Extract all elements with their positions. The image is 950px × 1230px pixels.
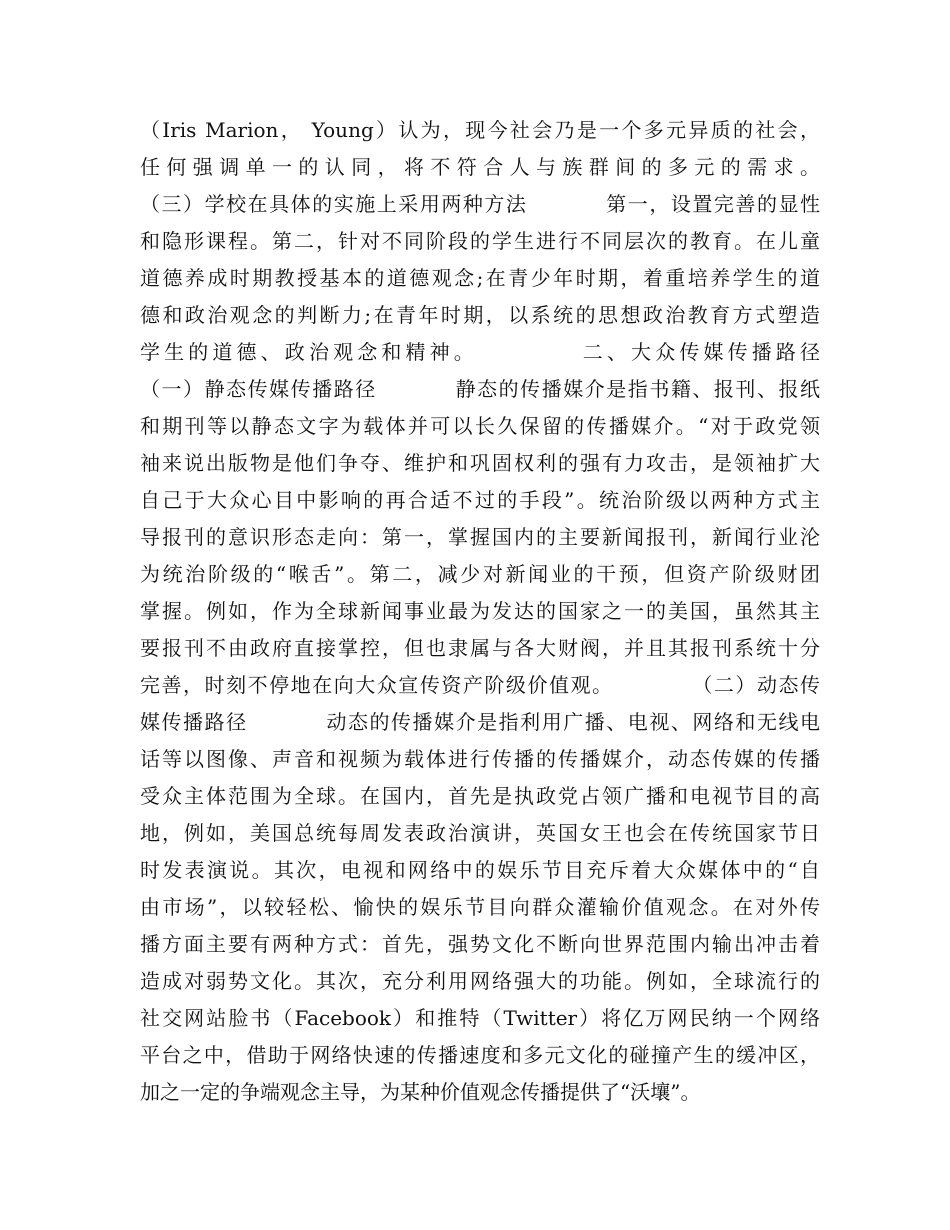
text-line: 媒传播路径 动态的传播媒介是指利用广播、电视、网络和无线电 <box>140 710 820 734</box>
text-line: 掌握。例如，作为全球新闻事业最为发达的国家之一的美国，虽然其主 <box>140 599 820 623</box>
text-line: （一）静态传媒传播路径 静态的传播媒介是指书籍、报刊、报纸 <box>140 377 820 401</box>
text-line: 自己于大众心目中影响的再合适不过的手段”。统治阶级以两种方式主 <box>140 488 820 512</box>
text-line: 任何强调单一的认同，将不符合人与族群间的多元的需求。 <box>140 155 820 179</box>
text-line: 加之一定的争端观念主导，为某种价值观念传播提供了“沃壤”。 <box>140 1080 701 1104</box>
text-line: 由市场”，以较轻松、愉快的娱乐节目向群众灌输价值观念。在对外传 <box>140 895 820 919</box>
text-line: 时发表演说。其次，电视和网络中的娱乐节目充斥着大众媒体中的“自 <box>140 858 820 882</box>
text-line: （Iris Marion， Young）认为，现今社会乃是一个多元异质的社会， <box>140 118 820 142</box>
text-line: 话等以图像、声音和视频为载体进行传播的传播媒介，动态传媒的传播 <box>140 747 820 771</box>
text-line: 德和政治观念的判断力;在青年时期，以系统的思想政治教育方式塑造 <box>140 303 820 327</box>
text-line: 平台之中，借助于网络快速的传播速度和多元文化的碰撞产生的缓冲区， <box>140 1043 820 1067</box>
text-line: 学生的道德、政治观念和精神。 二、大众传媒传播路径 <box>140 340 820 364</box>
body-text <box>140 112 820 1111</box>
text-line: 道德养成时期教授基本的道德观念;在青少年时期，着重培养学生的道 <box>140 266 820 290</box>
text-line: 地，例如，美国总统每周发表政治演讲，英国女王也会在传统国家节日 <box>140 821 820 845</box>
text-line: （三）学校在具体的实施上采用两种方法 第一，设置完善的显性 <box>140 192 820 216</box>
text-line: 受众主体范围为全球。在国内，首先是执政党占领广播和电视节目的高 <box>140 784 820 808</box>
text-line: 和期刊等以静态文字为载体并可以长久保留的传播媒介。“对于政党领 <box>140 414 820 438</box>
text-line: 播方面主要有两种方式：首先，强势文化不断向世界范围内输出冲击着 <box>140 932 820 956</box>
text-line: 要报刊不由政府直接掌控，但也隶属与各大财阀，并且其报刊系统十分 <box>140 636 820 660</box>
text-line: 社交网站脸书（Facebook）和推特（Twitter）将亿万网民纳一个网络 <box>140 1006 820 1030</box>
text-line: 袖来说出版物是他们争夺、维护和巩固权利的强有力攻击，是领袖扩大 <box>140 451 820 475</box>
text-line: 导报刊的意识形态走向：第一，掌握国内的主要新闻报刊，新闻行业沦 <box>140 525 820 549</box>
text-line: 完善，时刻不停地在向大众宣传资产阶级价值观。 （二）动态传 <box>140 673 820 697</box>
text-line: 为统治阶级的“喉舌”。第二，减少对新闻业的干预，但资产阶级财团 <box>140 562 820 586</box>
text-line: 和隐形课程。第二，针对不同阶段的学生进行不同层次的教育。在儿童 <box>140 229 820 253</box>
text-line: 造成对弱势文化。其次，充分利用网络强大的功能。例如，全球流行的 <box>140 969 820 993</box>
